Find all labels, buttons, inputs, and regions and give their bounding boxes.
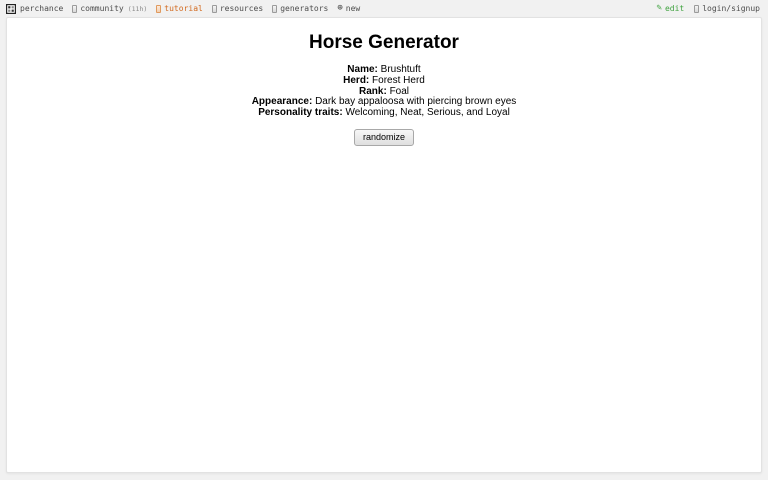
- generator-panel: [6, 17, 762, 473]
- pencil-icon: ✎: [656, 3, 662, 13]
- personality-traits-label: Personality traits:: [258, 107, 343, 118]
- randomize-button[interactable]: randomize: [354, 129, 414, 146]
- appearance-label: Appearance:: [251, 96, 313, 108]
- name-value: Brushtuft: [380, 64, 421, 75]
- resources-label: resources: [219, 4, 264, 13]
- community-icon: [72, 5, 77, 13]
- perchance-logo-icon: [6, 4, 16, 14]
- herd-value: Forest Herd: [372, 74, 425, 86]
- new-label: new: [345, 4, 361, 13]
- generator-output: [7, 65, 761, 119]
- name-label: Name:: [347, 64, 378, 75]
- generators-icon: [272, 5, 277, 13]
- brand-label: perchance: [20, 4, 64, 13]
- circled-plus-icon: ⊕: [337, 3, 343, 13]
- nav-item-community[interactable]: [72, 4, 147, 13]
- community-activity-count: (11h): [127, 4, 148, 13]
- perchance-home-link[interactable]: [6, 4, 63, 14]
- community-label: community: [80, 4, 124, 13]
- tutorial-icon: [156, 5, 161, 13]
- page-title: Horse Generator: [309, 32, 459, 53]
- output-line-personality: [7, 108, 761, 119]
- login-signup-link[interactable]: [694, 4, 760, 13]
- tutorial-label: tutorial: [164, 4, 203, 13]
- edit-link[interactable]: [657, 4, 685, 13]
- resources-icon: [212, 5, 217, 13]
- edit-label: edit: [664, 4, 685, 13]
- nav-right-group: [657, 4, 760, 13]
- appearance-value: Dark bay appaloosa with piercing brown eyes: [315, 96, 517, 108]
- personality-traits-value: Welcoming, Neat, Serious, and Loyal: [345, 107, 510, 118]
- login-signup-label: login/signup: [702, 4, 760, 13]
- nav-item-tutorial[interactable]: [156, 4, 203, 13]
- nav-item-generators[interactable]: [272, 4, 328, 13]
- rank-value: Foal: [389, 85, 410, 97]
- nav-item-resources[interactable]: [212, 4, 263, 13]
- nav-item-new[interactable]: [337, 4, 360, 13]
- user-icon: [694, 5, 699, 13]
- top-navigation-bar: [0, 0, 768, 17]
- nav-left-group: [6, 4, 360, 14]
- rank-label: Rank:: [358, 85, 387, 97]
- generators-label: generators: [280, 4, 329, 13]
- herd-label: Herd:: [343, 74, 370, 86]
